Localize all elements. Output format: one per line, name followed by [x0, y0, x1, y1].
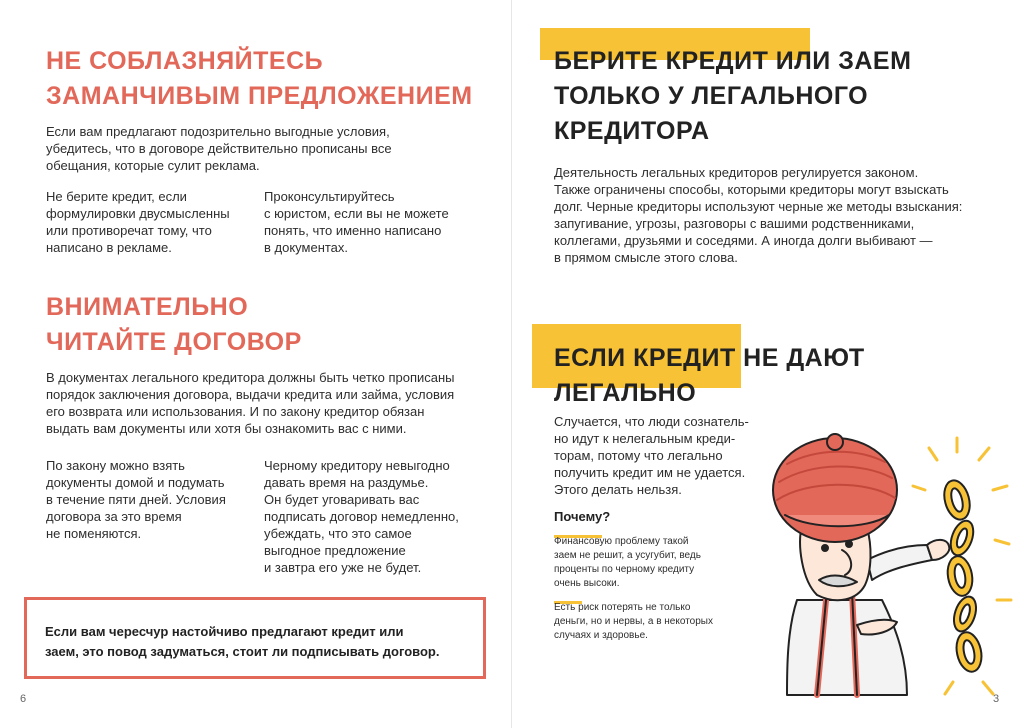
text-line: договора за это время	[46, 509, 182, 524]
text-line: или противоречат тому, что	[46, 223, 212, 238]
text-line: Если вам чересчур настойчиво предлагают кредит или	[45, 624, 404, 639]
text-line: Проконсультируйтесь	[264, 189, 395, 204]
text-line: давать время на раздумье.	[264, 475, 429, 490]
title-line: НЕ СОБЛАЗНЯЙТЕСЬ	[46, 47, 324, 75]
text-line: Финансовую проблему такой	[554, 536, 689, 547]
text-line: обещания, которые сулит реклама.	[46, 158, 260, 173]
section-title-legal-lender	[554, 44, 911, 149]
text-line: В документах легального кредитора должны быть четко прописаны	[46, 370, 455, 385]
reason-2	[554, 601, 713, 643]
title-line: ВНИМАТЕЛЬНО	[46, 293, 249, 321]
text-line: с юристом, если вы не можете	[264, 206, 449, 221]
text-line: понять, что именно написано	[264, 223, 442, 238]
tip-column-1	[46, 188, 230, 256]
text-line: получить кредит им не удается.	[554, 465, 746, 480]
section-title-illegal-credit	[554, 341, 865, 411]
text-line: запугивание, угрозы, разговоры с вашими родственниками,	[554, 216, 915, 231]
page-number: 3	[993, 693, 1000, 705]
section-body-legal-lender	[554, 164, 962, 266]
text-line: Также ограничены способы, которыми кредиторы могут взыскать	[554, 182, 949, 197]
section-title-contract	[46, 290, 302, 360]
text-line: убеждать, что это самое	[264, 526, 412, 541]
reason-1	[554, 535, 701, 591]
text-line: коллегами, друзьями и соседями. А иногда долги выбивают —	[554, 233, 933, 248]
turbaned-man-with-golden-chain-icon	[757, 420, 1017, 700]
text-line: не поменяются.	[46, 526, 142, 541]
text-line: деньги, но и нервы, а в некоторых	[554, 616, 713, 627]
warning-callout	[24, 597, 486, 679]
title-line: ЕСЛИ КРЕДИТ НЕ ДАЮТ	[554, 344, 865, 372]
text-line: в прямом смысле этого слова.	[554, 250, 738, 265]
text-line: подписать договор немедленно,	[264, 509, 459, 524]
why-label: Почему?	[554, 509, 611, 524]
text-line: убедитесь, что в договоре действительно прописаны все	[46, 141, 392, 156]
text-line: Есть риск потерять не только	[554, 602, 691, 613]
text-line: выгодное предложение	[264, 543, 406, 558]
page-number: 6	[20, 693, 27, 705]
text-line: случаях и здоровье.	[554, 630, 648, 641]
text-line: формулировки двусмысленны	[46, 206, 230, 221]
title-line: ЗАМАНЧИВЫМ ПРЕДЛОЖЕНИЕМ	[46, 82, 473, 110]
title-line: БЕРИТЕ КРЕДИТ ИЛИ ЗАЕМ	[554, 47, 912, 75]
text-line: заем, это повод задуматься, стоит ли подписывать договор.	[45, 644, 440, 659]
text-line: написано в рекламе.	[46, 240, 172, 255]
text-line: его возврата или использования. И по закону кредитор обязан	[46, 404, 425, 419]
text-line: но идут к нелегальным креди-	[554, 431, 736, 446]
callout-text	[45, 622, 439, 662]
title-line: КРЕДИТОРА	[554, 117, 710, 145]
contract-column-2	[264, 457, 459, 576]
text-line: Черному кредитору невыгодно	[264, 458, 450, 473]
text-line: Не берите кредит, если	[46, 189, 187, 204]
text-line: в документах.	[264, 240, 349, 255]
section-intro-contract	[46, 369, 455, 437]
section-intro-temptation	[46, 123, 392, 174]
text-line: выдать вам документы или хотя бы ознакомить вас с ними.	[46, 421, 407, 436]
section-title-temptation	[46, 44, 473, 114]
text-line: Этого делать нельзя.	[554, 482, 682, 497]
text-line: Если вам предлагают подозрительно выгодные условия,	[46, 124, 390, 139]
title-line: ТОЛЬКО У ЛЕГАЛЬНОГО	[554, 82, 869, 110]
contract-column-1	[46, 457, 226, 542]
text-line: документы домой и подумать	[46, 475, 225, 490]
text-line: и завтра его уже не будет.	[264, 560, 422, 575]
text-line: Он будет уговаривать вас	[264, 492, 420, 507]
title-line: ЧИТАЙТЕ ДОГОВОР	[46, 328, 302, 356]
text-line: торам, потому что легально	[554, 448, 723, 463]
text-line: проценты по черному кредиту	[554, 564, 695, 575]
text-line: порядок заключения договора, выдачи кредита или займа, условия	[46, 387, 455, 402]
tip-column-2	[264, 188, 449, 256]
title-line: ЛЕГАЛЬНО	[554, 379, 697, 407]
text-line: заем не решит, а усугубит, ведь	[554, 550, 701, 561]
text-line: в течение пяти дней. Условия	[46, 492, 226, 507]
text-line: По закону можно взять	[46, 458, 185, 473]
text-line: Случается, что люди сознатель-	[554, 414, 749, 429]
text-line: долг. Черные кредиторы используют черные же методы взыскания:	[554, 199, 963, 214]
right-page	[512, 0, 1024, 728]
section-body-illegal-credit	[554, 413, 749, 498]
text-line: Деятельность легальных кредиторов регулируется законом.	[554, 165, 919, 180]
text-line: очень высоки.	[554, 578, 620, 589]
